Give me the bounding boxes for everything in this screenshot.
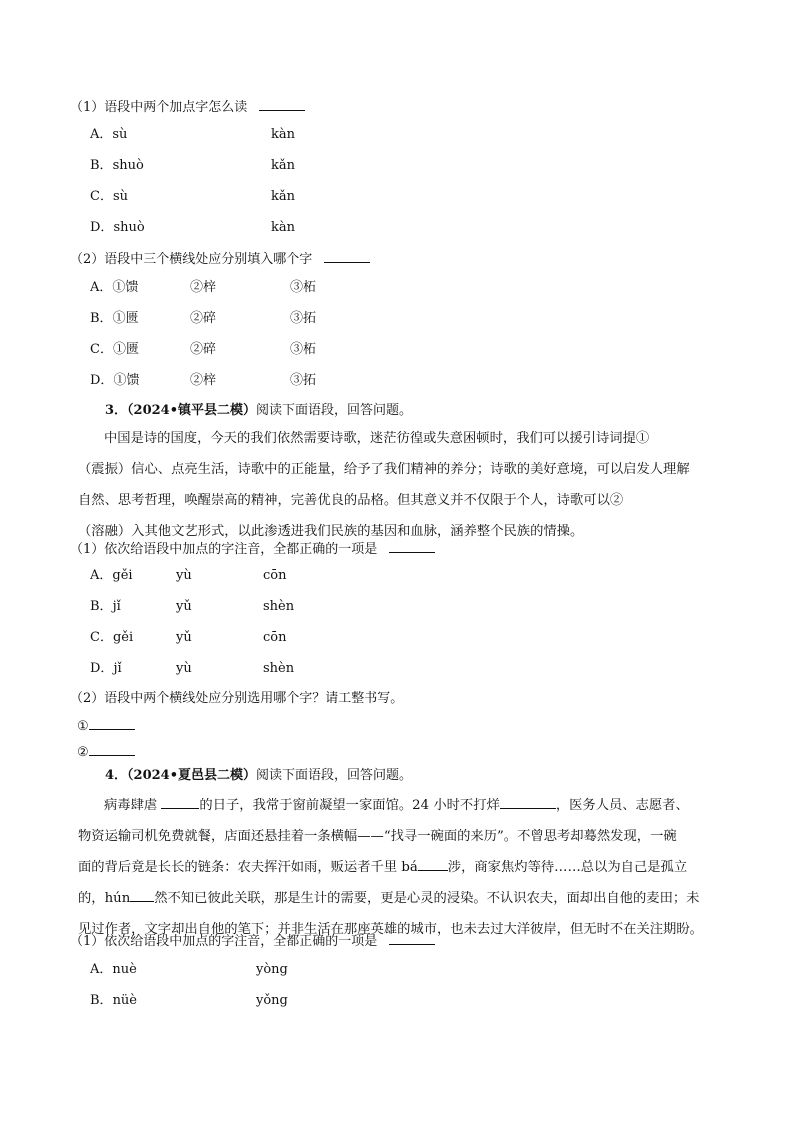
- q2-sub1-option-d[interactable]: D．shuò: [90, 220, 145, 235]
- q2-sub2-question: （2）语段中三个横线处应分别填入哪个字: [70, 250, 370, 268]
- q4-sub1-question: （1）依次给语段中加点的字注音，全都正确的一项是: [70, 932, 435, 950]
- answer-blank[interactable]: [89, 743, 135, 756]
- question-source: （2024•镇平县二模）: [127, 403, 257, 418]
- option-col3: ③拓: [290, 373, 317, 388]
- q2-sub1-question: （1）语段中两个加点字怎么读: [70, 98, 305, 116]
- q2-sub2-option-d[interactable]: D．①馈: [90, 373, 140, 388]
- option-col2: ②梓: [190, 280, 217, 295]
- q3-sub2-blank-1[interactable]: ①: [77, 717, 135, 735]
- question-source: （2024•夏邑县二模）: [127, 768, 257, 783]
- question-number: 4．: [105, 768, 128, 783]
- option-col2: yǔ: [176, 630, 192, 645]
- q3-header: [105, 403, 412, 419]
- answer-blank[interactable]: [324, 250, 370, 263]
- answer-blank[interactable]: [389, 540, 435, 553]
- q3-sub2-blank-2[interactable]: ②: [77, 743, 135, 761]
- option-col2: ②碎: [190, 311, 217, 326]
- q3-sub2-question: （2）语段中两个横线处应分别选用哪个字？请工整书写。: [70, 691, 404, 706]
- option-col2: kàn: [271, 220, 296, 235]
- option-col2: ②碎: [190, 342, 217, 357]
- option-col3: ③柘: [290, 342, 317, 357]
- question-instruction: 阅读下面语段，回答问题。: [256, 768, 413, 783]
- option-col2: yòng: [256, 962, 288, 977]
- q3-passage: 中国是诗的国度，今天的我们依然需要诗歌，迷茫彷徨或失意困顿时，我们可以援引诗词提① （震振）信心、点亮生活，诗歌中的正能量，给予了我们精神的养分；诗歌的美好意境，可以启发人理解 自然、思考哲理，唤醒崇高的精神，完善优良的品格。但其意义并不仅限于个人，诗歌可以② （溶融）入其他文艺形式，以此渗透进我们民族的基因和血脉，涵养整个民族的情操。: [78, 431, 690, 539]
- q4-header: [105, 768, 412, 784]
- q4-sub1-option-a[interactable]: A．nuè: [90, 962, 137, 977]
- q2-sub1-option-b[interactable]: B．shuò: [90, 158, 144, 173]
- option-col2: kàn: [271, 127, 296, 142]
- passage-blank[interactable]: [418, 858, 448, 871]
- question-instruction: 阅读下面语段，回答问题。: [256, 403, 413, 418]
- answer-blank[interactable]: [89, 717, 135, 730]
- option-col2: kǎn: [271, 158, 296, 173]
- q4-sub1-option-b[interactable]: B．nüè: [90, 993, 138, 1008]
- answer-blank[interactable]: [259, 98, 305, 111]
- passage-blank[interactable]: [161, 796, 199, 809]
- option-col3: cōn: [263, 568, 287, 583]
- q2-sub1-option-c[interactable]: C．sù: [90, 189, 128, 204]
- option-col2: ②梓: [190, 373, 217, 388]
- option-col3: shèn: [263, 599, 295, 614]
- option-col2: kǎn: [271, 189, 296, 204]
- option-col2: yù: [176, 661, 192, 676]
- q3-sub1-question: （1）依次给语段中加点的字注音，全都正确的一项是: [70, 540, 435, 558]
- answer-blank[interactable]: [389, 932, 435, 945]
- q3-sub1-option-c[interactable]: C．gěi: [90, 630, 134, 645]
- q4-passage: 病毒肆虐 的日子，我常于窗前凝望一家面馆。24 小时不打烊 ，医务人员、志愿者、 物资运输司机免费就餐，店面还悬挂着一条横幅——“找寻一碗面的来历”。不曾思考却蓦然发现，一碗 面的背后竟是长长的链条：农夫挥汗如雨，贩运者千里 bá 涉，商家焦灼等待……总以为自己是孤立 的，hún 然不知已彼此关联，那是生计的需要，更是心灵的浸染。不认识农夫，面却出自他的麦田；未 见过作者，文字却出自他的笔下；并非生活在那座英雄的城市，也未去过大洋彼岸，但无时不在关注期盼。: [78, 798, 703, 937]
- q3-sub1-option-b[interactable]: B．jǐ: [90, 599, 121, 614]
- option-col2: yǒng: [256, 993, 288, 1008]
- passage-blank[interactable]: [500, 796, 556, 809]
- q2-sub1-option-a[interactable]: A．sù: [90, 127, 128, 142]
- q2-sub2-option-c[interactable]: C．①匮: [90, 342, 139, 357]
- option-col3: ③拓: [290, 311, 317, 326]
- q3-sub1-option-a[interactable]: A．gěi: [90, 568, 133, 583]
- question-number: 3．: [105, 403, 128, 418]
- option-col2: yù: [176, 568, 192, 583]
- passage-blank[interactable]: [130, 889, 154, 902]
- q3-sub1-option-d[interactable]: D．jǐ: [90, 661, 122, 676]
- option-col3: ③柘: [290, 280, 317, 295]
- q2-sub2-option-a[interactable]: A．①馈: [90, 280, 139, 295]
- q2-sub2-option-b[interactable]: B．①匮: [90, 311, 139, 326]
- option-col3: shèn: [263, 661, 295, 676]
- option-col2: yǔ: [176, 599, 192, 614]
- option-col3: cōn: [263, 630, 287, 645]
